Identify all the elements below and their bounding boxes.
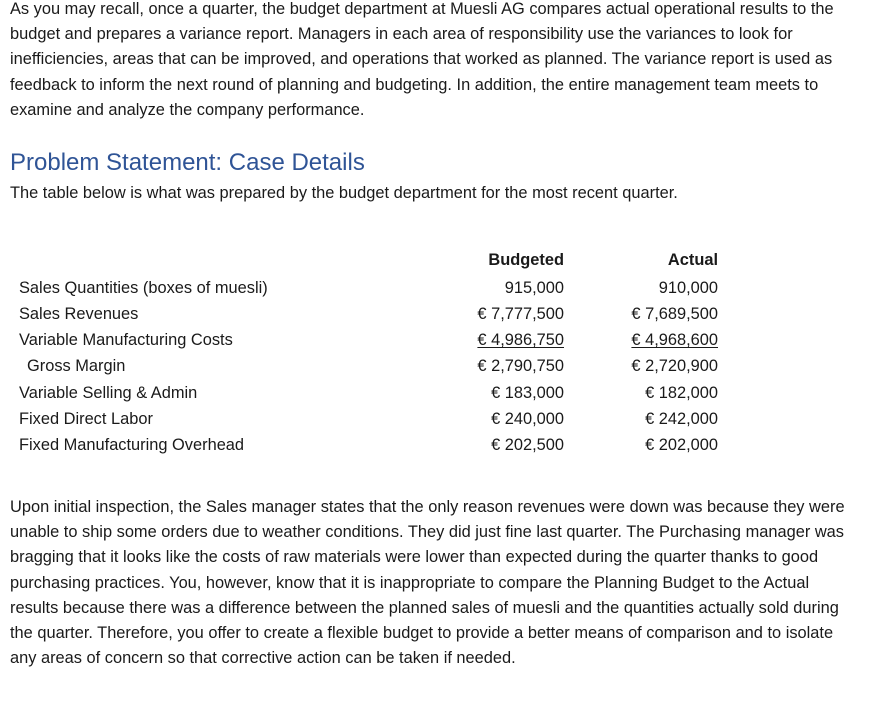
row-label-gross-margin: Gross Margin xyxy=(27,357,126,375)
row-label-variable-selling-admin: Variable Selling & Admin xyxy=(19,384,198,402)
actual-gross-margin: € 2,720,900 xyxy=(631,357,718,375)
row-label-variable-manufacturing-costs: Variable Manufacturing Costs xyxy=(19,331,233,349)
table-intro-text: The table below is what was prepared by the budget department for the most recent quarter. xyxy=(10,184,678,202)
actual-fixed-manufacturing-overhead: € 202,000 xyxy=(645,436,718,454)
budgeted-fixed-manufacturing-overhead: € 202,500 xyxy=(491,436,564,454)
header-actual: Actual xyxy=(667,251,718,269)
budgeted-variable-selling-admin: € 183,000 xyxy=(491,384,564,402)
header-budgeted: Budgeted xyxy=(488,251,564,269)
actual-fixed-direct-labor: € 242,000 xyxy=(645,410,718,428)
closing-paragraph: Upon initial inspection, the Sales manager states that the only reason revenues were down was because they were unable to ship some orders due to weather conditions. They did just fine last quarter. The Purchasing manager was bragging that it looks like the costs of raw materials were lower than expected during the quarter thanks to good purchasing practices. You, however, know that it is inappropriate to compare the Planning Budget to the Actual results because there was a difference between the planned sales of muesli and the quantities actually sold during the quarter. Therefore, you offer to create a flexible budget to provide a better means of comparison and to isolate any areas of concern so that corrective action can be taken if needed. xyxy=(10,498,845,668)
budgeted-gross-margin: € 2,790,750 xyxy=(477,357,564,375)
budgeted-fixed-direct-labor: € 240,000 xyxy=(491,410,564,428)
actual-sales-revenues: € 7,689,500 xyxy=(631,305,718,323)
row-label-sales-revenues: Sales Revenues xyxy=(19,305,139,323)
intro-paragraph: As you may recall, once a quarter, the budget department at Muesli AG compares actual operational results to the budget and prepares a variance report. Managers in each area of responsibility use the variances to look for inefficiencies, areas that can be improved, and operations that worked as planned. The variance report is used as feedback to inform the next round of planning and budgeting. In addition, the entire management team meets to examine and analyze the company performance. xyxy=(10,0,834,119)
budgeted-variable-manufacturing-costs: € 4,986,750 xyxy=(477,331,564,349)
actual-variable-manufacturing-costs: € 4,968,600 xyxy=(631,331,718,349)
budgeted-sales-quantities: 915,000 xyxy=(504,279,564,297)
section-heading: Problem Statement: Case Details xyxy=(10,149,365,176)
row-label-fixed-direct-labor: Fixed Direct Labor xyxy=(19,410,153,428)
actual-sales-quantities: 910,000 xyxy=(658,279,718,297)
budgeted-sales-revenues: € 7,777,500 xyxy=(477,305,564,323)
actual-variable-selling-admin: € 182,000 xyxy=(645,384,718,402)
row-label-fixed-manufacturing-overhead: Fixed Manufacturing Overhead xyxy=(19,436,245,454)
row-label-sales-quantities: Sales Quantities (boxes of muesli) xyxy=(19,279,268,297)
